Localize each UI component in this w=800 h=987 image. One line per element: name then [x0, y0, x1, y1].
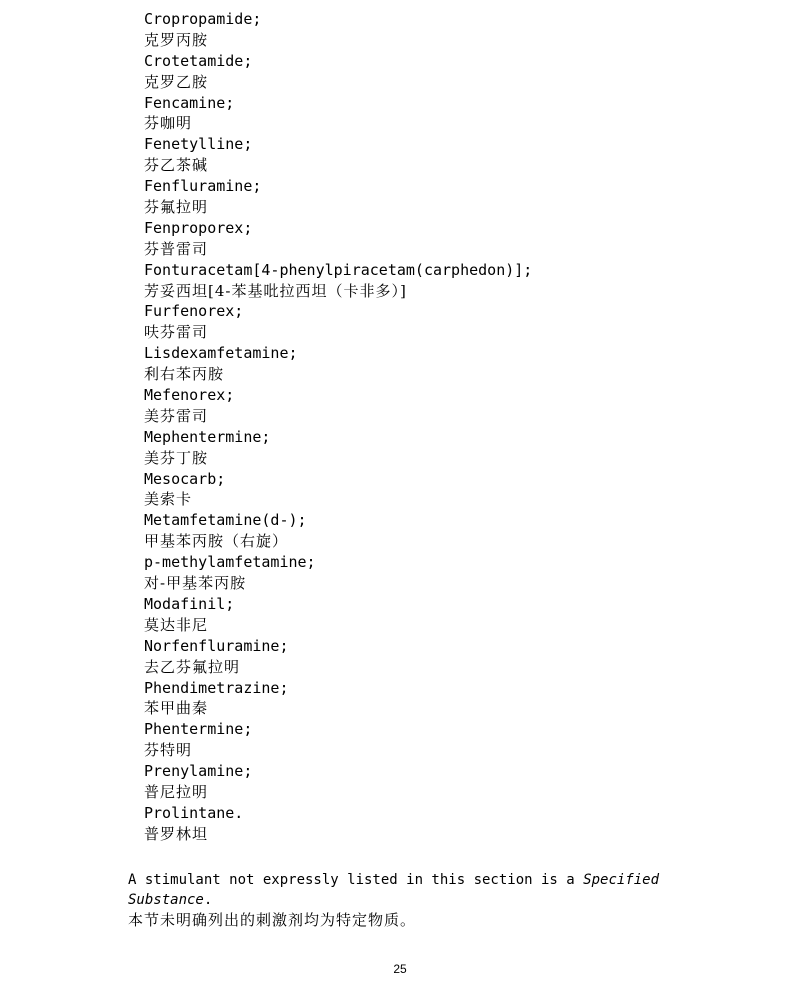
substance-en: Fenfluramine;: [144, 177, 262, 196]
substance-zh: 芬氟拉明: [144, 198, 209, 217]
substance-en: Fenproporex;: [144, 218, 253, 237]
substance-en: Fencamine;: [144, 93, 235, 112]
substance-zh: 苯甲曲秦: [144, 699, 209, 718]
substance-zh: 普尼拉明: [144, 782, 209, 801]
substance-en: Mefenorex;: [144, 386, 235, 405]
substance-zh: 芬普雷司: [144, 239, 209, 258]
substance-en: Metamfetamine(d-);: [144, 511, 307, 530]
substance-zh: 美芬丁胺: [144, 448, 209, 467]
substance-zh: 普罗林坦: [144, 824, 209, 843]
substance-en: Prenylamine;: [144, 762, 253, 781]
page-number: 25: [393, 962, 407, 976]
substance-zh: 去乙芬氟拉明: [144, 657, 241, 676]
note-english: [128, 870, 688, 910]
substance-en: Phentermine;: [144, 720, 253, 739]
substance-en: Cropropamide;: [144, 10, 262, 28]
substance-zh: 美索卡: [144, 490, 193, 509]
substance-zh: 芳妥西坦[4-苯基吡拉西坦（卡非多）]: [144, 281, 407, 300]
substance-zh: 克罗丙胺: [144, 30, 209, 49]
substance-en: Mephentermine;: [144, 427, 271, 446]
substance-en: Crotetamide;: [144, 51, 253, 70]
substance-list: [144, 9, 764, 845]
substance-en: Mesocarb;: [144, 469, 226, 488]
substance-en: Norfenfluramine;: [144, 636, 289, 655]
substance-en: Fenetylline;: [144, 135, 253, 154]
substance-en: Fonturacetam[4-phenylpiracetam(carphedon)];: [144, 260, 533, 279]
substance-en: Lisdexamfetamine;: [144, 344, 298, 363]
note-chinese: 本节未明确列出的刺激剂均为特定物质。: [128, 911, 417, 929]
substance-en: Phendimetrazine;: [144, 678, 289, 697]
substance-en: Prolintane.: [144, 803, 244, 822]
substance-zh: 甲基苯丙胺（右旋）: [144, 532, 289, 551]
substance-zh: 呋芬雷司: [144, 323, 209, 342]
substance-zh: 芬特明: [144, 741, 193, 760]
substance-en: Modafinil;: [144, 594, 235, 613]
note-en-italic: Specified Substance: [128, 872, 660, 908]
substance-zh: 美芬雷司: [144, 406, 209, 425]
substance-zh: 芬咖明: [144, 114, 193, 133]
specified-substance-note: [128, 870, 688, 930]
substance-en: p-methylamfetamine;: [144, 553, 316, 572]
substance-zh: 芬乙茶碱: [144, 156, 209, 175]
note-en-prefix: A stimulant not expressly listed in this section is a: [128, 872, 584, 888]
substance-zh: 克罗乙胺: [144, 72, 209, 91]
substance-zh: 莫达非尼: [144, 615, 209, 634]
note-en-suffix: .: [203, 892, 213, 908]
substance-zh: 对-甲基苯丙胺: [144, 574, 247, 593]
substance-zh: 利右苯丙胺: [144, 365, 225, 384]
substance-en: Furfenorex;: [144, 302, 244, 321]
